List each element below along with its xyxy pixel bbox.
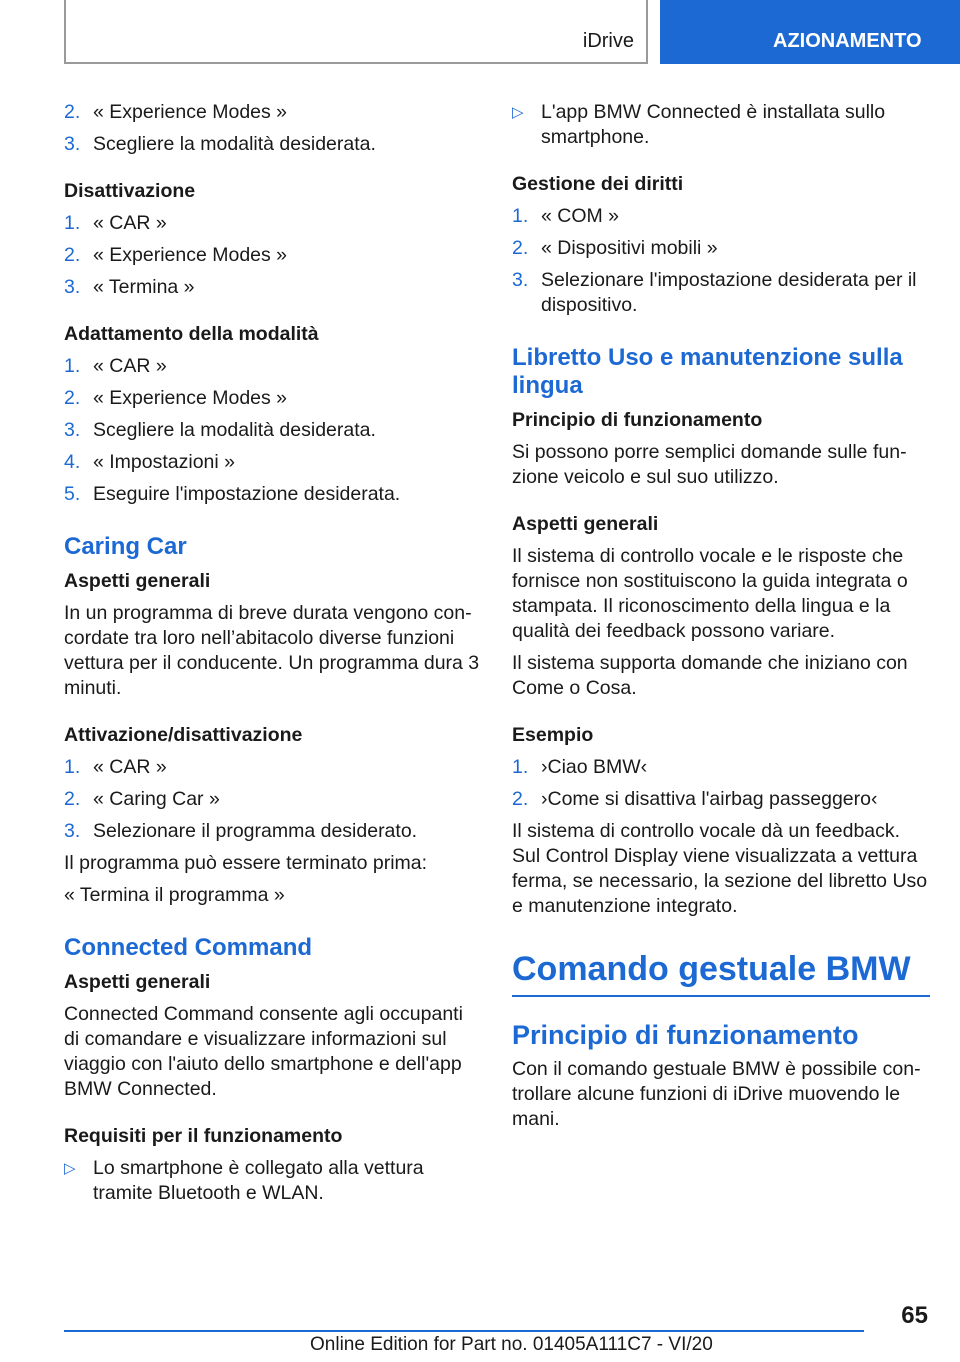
list-text: « CAR » — [93, 756, 167, 778]
list-text: « Termina » — [93, 276, 195, 298]
list-number: 3. — [64, 133, 81, 155]
heading-connected-command: Connected Command — [64, 934, 313, 961]
list-item — [64, 482, 482, 507]
list-text: « COM » — [541, 205, 620, 227]
header-section-box — [64, 0, 648, 64]
list-number: 1. — [64, 355, 81, 377]
list-text: « Experience Modes » — [93, 244, 288, 266]
subheading-principle: Principio di funzionamento — [512, 409, 763, 431]
list-text: « Experience Modes » — [93, 101, 288, 123]
bullet-item — [64, 1156, 482, 1206]
paragraph: In un programma di breve durata vengono concordate tra loro nell’abitacolo diverse funzioni vettura per il conducente. Un programma dura 3 minuti. — [64, 602, 480, 699]
list-number: 1. — [64, 756, 81, 778]
list-text: L'app BMW Connected è installata sullo smartphone. — [541, 101, 886, 148]
list-item — [512, 787, 930, 812]
list-text: « Impostazioni » — [93, 451, 235, 473]
triangle-bullet-icon: ▷ — [512, 104, 524, 121]
list-item — [512, 236, 930, 261]
list-text: « Experience Modes » — [93, 387, 288, 409]
list-item — [64, 418, 482, 443]
list-number: 1. — [512, 205, 529, 227]
list-text: Scegliere la modalità desiderata. — [93, 133, 376, 155]
list-number: 3. — [512, 269, 529, 291]
header-section-label: iDrive — [582, 30, 634, 52]
list-item — [64, 100, 482, 125]
list-number: 3. — [64, 276, 81, 298]
list-number: 2. — [64, 387, 81, 409]
paragraph: Con il comando gestuale BMW è possibile controllare alcune funzioni di iDrive muovendo le mani. — [512, 1058, 921, 1130]
subheading-requirements: Requisiti per il funzionamento — [64, 1125, 343, 1147]
list-item — [64, 132, 482, 157]
list-number: 2. — [64, 788, 81, 810]
paragraph: Il sistema di controllo vocale e le risposte che fornisce non sostituiscono la guida integrata o stampata. Il riconoscimento della lingua e la qualità dei feedback possono variare. — [512, 545, 908, 642]
page-number: 65 — [901, 1302, 928, 1329]
header-chapter-label: AZIONAMENTO — [660, 0, 960, 64]
list-number: 1. — [64, 212, 81, 234]
list-text: « Dispositivi mobili » — [541, 237, 718, 259]
list-item — [512, 755, 930, 780]
list-number: 3. — [64, 820, 81, 842]
heading-gesture-principle: Principio di funzionamento — [512, 1020, 859, 1050]
subheading-general: Aspetti generali — [512, 513, 659, 535]
list-item — [64, 243, 482, 268]
list-item — [64, 386, 482, 411]
paragraph: Si possono porre semplici domande sulle funzione veicolo e sul suo utilizzo. — [512, 441, 907, 488]
list-text: ›Come si disattiva l'airbag passeggero‹ — [541, 788, 878, 810]
list-text: « CAR » — [93, 355, 167, 377]
list-text: Selezionare l'impostazione desiderata per il dispositivo. — [541, 269, 917, 316]
paragraph: Connected Command consente agli occupanti di comandare e visualizzare informazioni sul viaggio con l'aiuto dello smartphone e dell'app BMW Connected. — [64, 1003, 463, 1100]
subheading-adaptation: Adattamento della modalità — [64, 323, 319, 345]
list-text: Scegliere la modalità desiderata. — [93, 419, 376, 441]
footer-edition: Online Edition for Part no. 01405A111C7 - VI/20 — [310, 1334, 713, 1355]
subheading-general: Aspetti generali — [64, 971, 211, 993]
subheading-deactivation: Disattivazione — [64, 180, 196, 202]
list-item — [64, 211, 482, 236]
list-text: « Caring Car » — [93, 788, 220, 810]
list-number: 1. — [512, 756, 529, 778]
list-item — [64, 787, 482, 812]
footer-divider — [64, 1330, 864, 1332]
list-item — [64, 275, 482, 300]
list-number: 4. — [64, 451, 81, 473]
list-item — [64, 755, 482, 780]
paragraph: « Termina il programma » — [64, 884, 285, 906]
list-item — [512, 268, 930, 318]
paragraph: Il sistema supporta domande che iniziano con Come o Cosa. — [512, 652, 908, 699]
list-text: Lo smartphone è collegato alla vettura tramite Bluetooth e WLAN. — [93, 1157, 424, 1204]
triangle-bullet-icon: ▷ — [64, 1160, 76, 1177]
list-number: 2. — [512, 788, 529, 810]
subheading-rights: Gestione dei diritti — [512, 173, 684, 195]
list-number: 2. — [64, 101, 81, 123]
subheading-general: Aspetti generali — [64, 570, 211, 592]
list-number: 2. — [512, 237, 529, 259]
bullet-item — [512, 100, 930, 150]
list-text: ›Ciao BMW‹ — [541, 756, 648, 778]
right-column — [512, 100, 930, 1139]
list-item — [64, 354, 482, 379]
list-text: Eseguire l'impostazione desiderata. — [93, 483, 401, 505]
subheading-activation: Attivazione/disattivazione — [64, 724, 303, 746]
heading-gesture-control: Comando gestuale BMW — [512, 949, 930, 997]
list-item — [512, 204, 930, 229]
heading-manual-language: Libretto Uso e manutenzione sulla lingua — [512, 344, 903, 399]
list-number: 2. — [64, 244, 81, 266]
list-number: 3. — [64, 419, 81, 441]
list-item — [64, 450, 482, 475]
subheading-example: Esempio — [512, 724, 594, 746]
paragraph: Il programma può essere terminato prima: — [64, 852, 428, 874]
list-number: 5. — [64, 483, 81, 505]
list-item — [64, 819, 482, 844]
list-text: « CAR » — [93, 212, 167, 234]
list-text: Selezionare il programma desiderato. — [93, 820, 418, 842]
left-column — [64, 100, 482, 1213]
heading-caring-car: Caring Car — [64, 533, 187, 560]
paragraph: Il sistema di controllo vocale dà un feedback. Sul Control Display viene visualizzata a vettura ferma, se necessario, la sezione del libretto Uso e manutenzione integrato. — [512, 820, 928, 917]
